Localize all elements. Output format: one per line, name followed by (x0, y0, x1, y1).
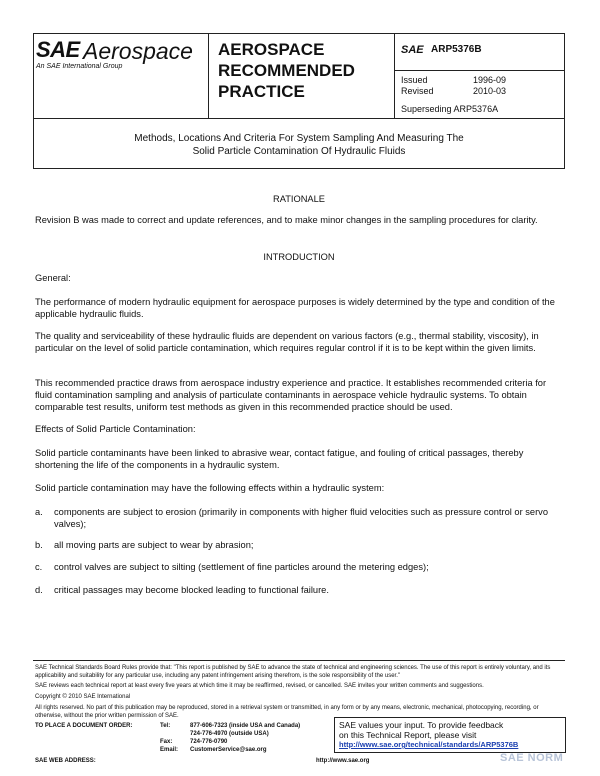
sae-norm-watermark: SAE NORM (500, 752, 564, 764)
superseding-note: Superseding ARP5376A (401, 104, 499, 114)
document-type-line-1: AEROSPACE (218, 40, 325, 59)
paragraph-1: The performance of modern hydraulic equipment for aerospace purposes is widely determined by the type and condition of the applicable hydraulic fluids. (35, 297, 555, 319)
list-item-b: all moving parts are subject to wear by abrasion; (54, 540, 254, 550)
document-type-line-3: PRACTICE (218, 82, 305, 101)
paragraph-5: Solid particle contamination may have the following effects within a hydraulic system: (35, 483, 385, 493)
rationale-heading: RATIONALE (272, 194, 325, 204)
document-number: ARP5376B (431, 44, 482, 55)
revised-date: 2010-03 (473, 86, 507, 96)
web-label: SAE WEB ADDRESS: (35, 758, 96, 764)
header-divider (33, 118, 565, 119)
paragraph-3: This recommended practice draws from aerospace industry experience and practice. It establishes recommended criteria for fluid contamination sampling and analysis of particulate contaminants in aerospace vehicle hydraulic systems. To obtain comparable test results, uniform test methods as given in this recommended practice should be used. (35, 378, 547, 412)
aerospace-logo-text: Aerospace (83, 38, 193, 64)
header-divider-docnum (394, 70, 565, 71)
fax-number: 724-776-0790 (190, 739, 228, 745)
document-type-line-2: RECOMMENDED (218, 61, 355, 80)
footer-copyright: Copyright © 2010 SAE International (35, 694, 131, 700)
document-title-line-1: Methods, Locations And Criteria For System Sampling And Measuring The (134, 133, 464, 144)
list-marker-c: c. (35, 562, 43, 572)
paragraph-4: Solid particle contaminants have been linked to abrasive wear, contact fatigue, and fouling of critical passages, thereby shortening the life of the components in a hydraulic system. (35, 448, 524, 470)
issued-label: Issued (401, 75, 428, 85)
footer-review-text: SAE reviews each technical report at least every five years at which time it may be reaffirmed, revised, or cancelled. SAE invites your written comments and suggestions. (35, 683, 484, 689)
list-item-c: control valves are subject to silting (settlement of fine particles around the metering edges); (54, 562, 429, 572)
tel-outside-usa[interactable]: 724-776-4970 (outside USA) (190, 731, 269, 737)
list-marker-b: b. (35, 540, 43, 550)
tel-label: Tel: (160, 723, 171, 729)
paragraph-2: The quality and serviceability of these hydraulic fluids are dependent on various factors (e.g., thermal stability, viscosity), in particular on the level of solid particle contamination, which requires regular control if it is to be kept within the given limits. (35, 331, 539, 353)
general-label: General: (35, 273, 71, 283)
tel-inside-usa[interactable]: 877-606-7323 (inside USA and Canada) (190, 723, 301, 729)
feedback-line-1: SAE values your input. To provide feedback (339, 720, 504, 730)
list-item-a: components are subject to erosion (primarily in components with higher fluid velocities such as pressure control or servo valves); (54, 507, 548, 529)
rationale-text: Revision B was made to correct and update references, and to make minor changes in the sampling procedures for clarity. (35, 215, 538, 225)
footer-rules-text: SAE Technical Standards Board Rules provide that: "This report is published by SAE to advance the state of technical and engineering sciences. The use of this report is entirely voluntary, and its applicability and suitability for any particular use, including any patent infringement arising therefrom, is the sole responsibility of the user." (35, 665, 551, 679)
email-address[interactable]: CustomerService@sae.org (190, 747, 267, 753)
footer-rights-text: All rights reserved. No part of this publication may be reproduced, stored in a retrieval system or transmitted, in any form or by any means, electronic, mechanical, photocopying, recording, or otherwise, without the prior written permission of SAE. (35, 705, 539, 719)
list-item-d: critical passages may become blocked leading to functional failure. (54, 585, 329, 595)
sae-logo: SAE (36, 37, 80, 62)
issued-date: 1996-09 (473, 75, 507, 85)
document-title-line-2: Solid Particle Contamination Of Hydraulic Fluids (192, 146, 406, 157)
document-type (218, 39, 355, 102)
feedback-link[interactable]: http://www.sae.org/technical/standards/ARP5376B (339, 740, 519, 749)
effects-heading: Effects of Solid Particle Contamination: (35, 424, 196, 434)
fax-label: Fax: (160, 739, 173, 745)
feedback-line-2: on this Technical Report, please visit (339, 730, 477, 740)
logo-subtitle: An SAE International Group (36, 63, 123, 70)
header-divider-left (208, 33, 209, 118)
sae-mark-small: SAE (401, 44, 424, 56)
list-marker-a: a. (35, 507, 43, 517)
email-label: Email: (160, 747, 179, 753)
footer-rule (33, 660, 565, 661)
introduction-heading: INTRODUCTION (263, 252, 335, 262)
feedback-box (334, 717, 566, 753)
header-divider-right (394, 33, 395, 118)
order-label: TO PLACE A DOCUMENT ORDER: (35, 723, 133, 729)
revised-label: Revised (401, 86, 434, 96)
list-marker-d: d. (35, 585, 43, 595)
web-address[interactable]: http://www.sae.org (316, 758, 370, 764)
